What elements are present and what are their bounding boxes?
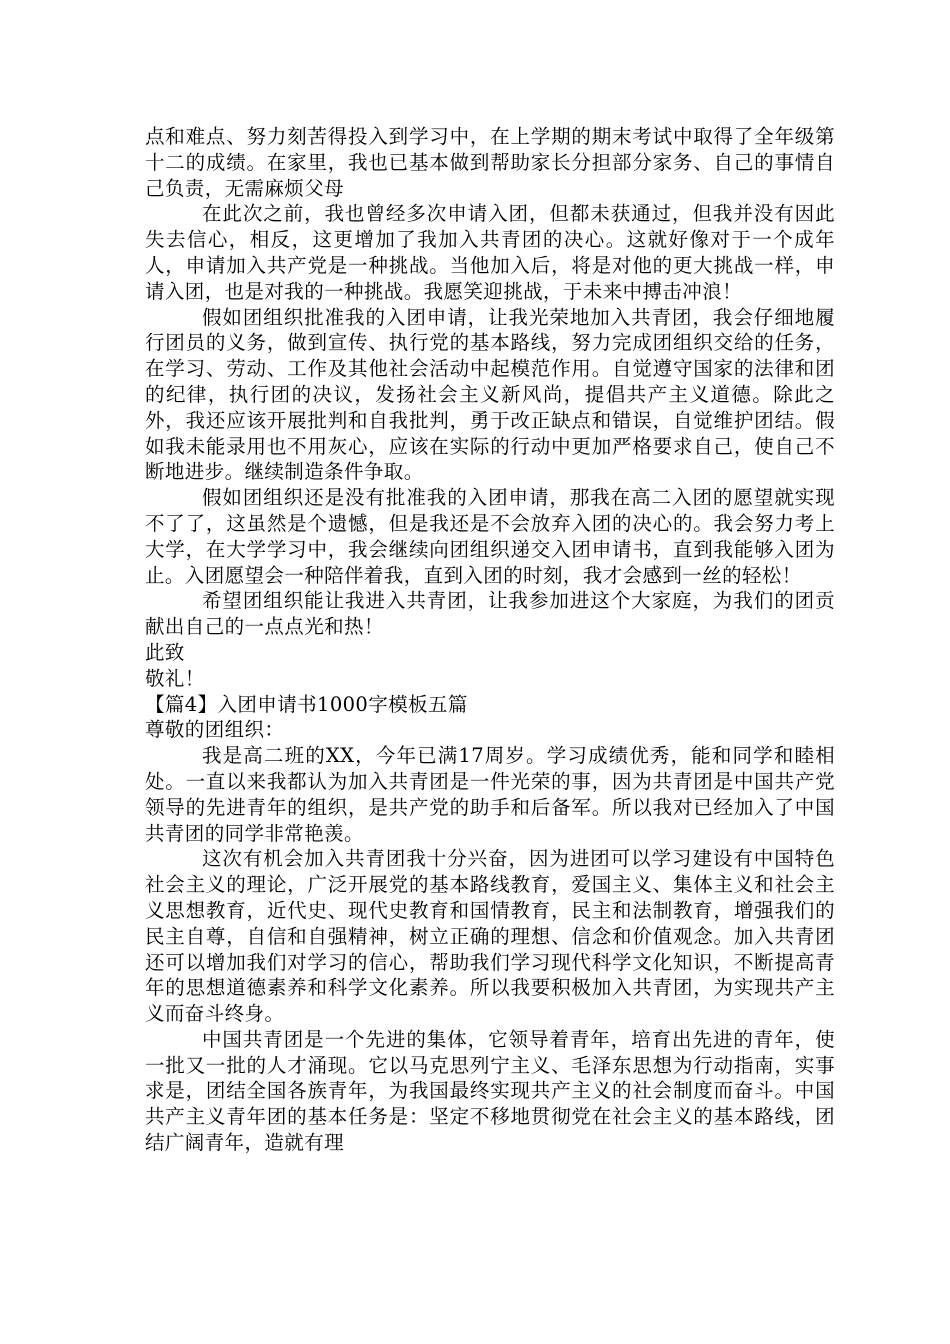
paragraph-introduction: 我是高二班的XX，今年已满17周岁。学习成绩优秀，能和同学和睦相处。一直以来我都认为加入共青团是一件光荣的事，因为共青团是中国共产党领导的先进青年的组织，是共产党的助手和后备军。所以我对已经加入了中国共青团的同学非常艳羡。 bbox=[145, 744, 835, 845]
paragraph-opportunity: 这次有机会加入共青团我十分兴奋，因为进团可以学习建设有中国特色社会主义的理论，广泛开展党的基本路线教育，爱国主义、集体主义和社会主义思想教育，近代史、现代史教育和国情教育，民主和法制教育，增强我们的民主自尊，自信和自强精神，树立正确的理想、信念和价值观念。加入共青团还可以增加我们对学习的信心，帮助我们学习现代科学文化知识，不断提高青年的思想道德素养和科学文化素养。所以我要积极加入共青团，为实现共产主义而奋斗终身。 bbox=[145, 847, 835, 1026]
paragraph-if-approved: 假如团组织批准我的入团申请，让我光荣地加入共青团，我会仔细地履行团员的义务，做到宣传、执行党的基本路线，努力完成团组织交给的任务，在学习、劳动、工作及其他社会活动中起模范作用。自觉遵守国家的法律和团的纪律，执行团的决议，发扬社会主义新风尚，提倡共产主义道德。除此之外，我还应该开展批判和自我批判，勇于改正缺点和错误，自觉维护团结。假如我未能录用也不用灰心，应该在实际的行动中更加严格要求自己，使自己不断地进步。继续制造条件争取。 bbox=[145, 305, 835, 484]
paragraph-continuation: 点和难点、努力刻苦得投入到学习中，在上学期的期末考试中取得了全年级第十二的成绩。在家里，我也已基本做到帮助家长分担部分家务、自己的事情自己负责，无需麻烦父母 bbox=[145, 125, 835, 200]
paragraph-if-rejected: 假如团组织还是没有批准我的入团申请，那我在高二入团的愿望就实现不了了，这虽然是个遗憾，但是我还是不会放弃入团的决心的。我会努力考上大学，在大学学习中，我会继续向团组织递交入团申请书，直到我能够入团为止。入团愿望会一种陪伴着我，直到入团的时刻，我才会感到一丝的轻松！ bbox=[145, 486, 835, 587]
paragraph-hope: 希望团组织能让我进入共青团，让我参加进这个大家庭，为我们的团贡献出自己的一点点光和热！ bbox=[145, 589, 835, 639]
paragraph-previous-attempts: 在此次之前，我也曾经多次申请入团，但都未获通过，但我并没有因此失去信心，相反，这更增加了我加入共青团的决心。这就好像对于一个成年人，申请加入共产党是一种挑战。当他加入后，将是对他的更大挑战一样，申请入团，也是对我的一种挑战。我愿笑迎挑战，于未来中搏击冲浪！ bbox=[145, 202, 835, 303]
paragraph-league-description: 中国共青团是一个先进的集体，它领导着青年，培育出先进的青年，使一批又一批的人才涌现。它以马克思列宁主义、毛泽东思想为行动指南，实事求是，团结全国各族青年，为我国最终实现共产主义的社会制度而奋斗。中国共产主义青年团的基本任务是：坚定不移地贯彻党在社会主义的基本路线，团结广阔青年，造就有理 bbox=[145, 1027, 835, 1155]
document-body bbox=[145, 124, 835, 1156]
closing-jingli: 敬礼！ bbox=[145, 666, 205, 690]
closing-cizhi: 此致 bbox=[145, 640, 185, 664]
salutation: 尊敬的团组织： bbox=[145, 718, 285, 742]
section-heading: 【篇4】入团申请书1000字模板五篇 bbox=[145, 692, 468, 716]
